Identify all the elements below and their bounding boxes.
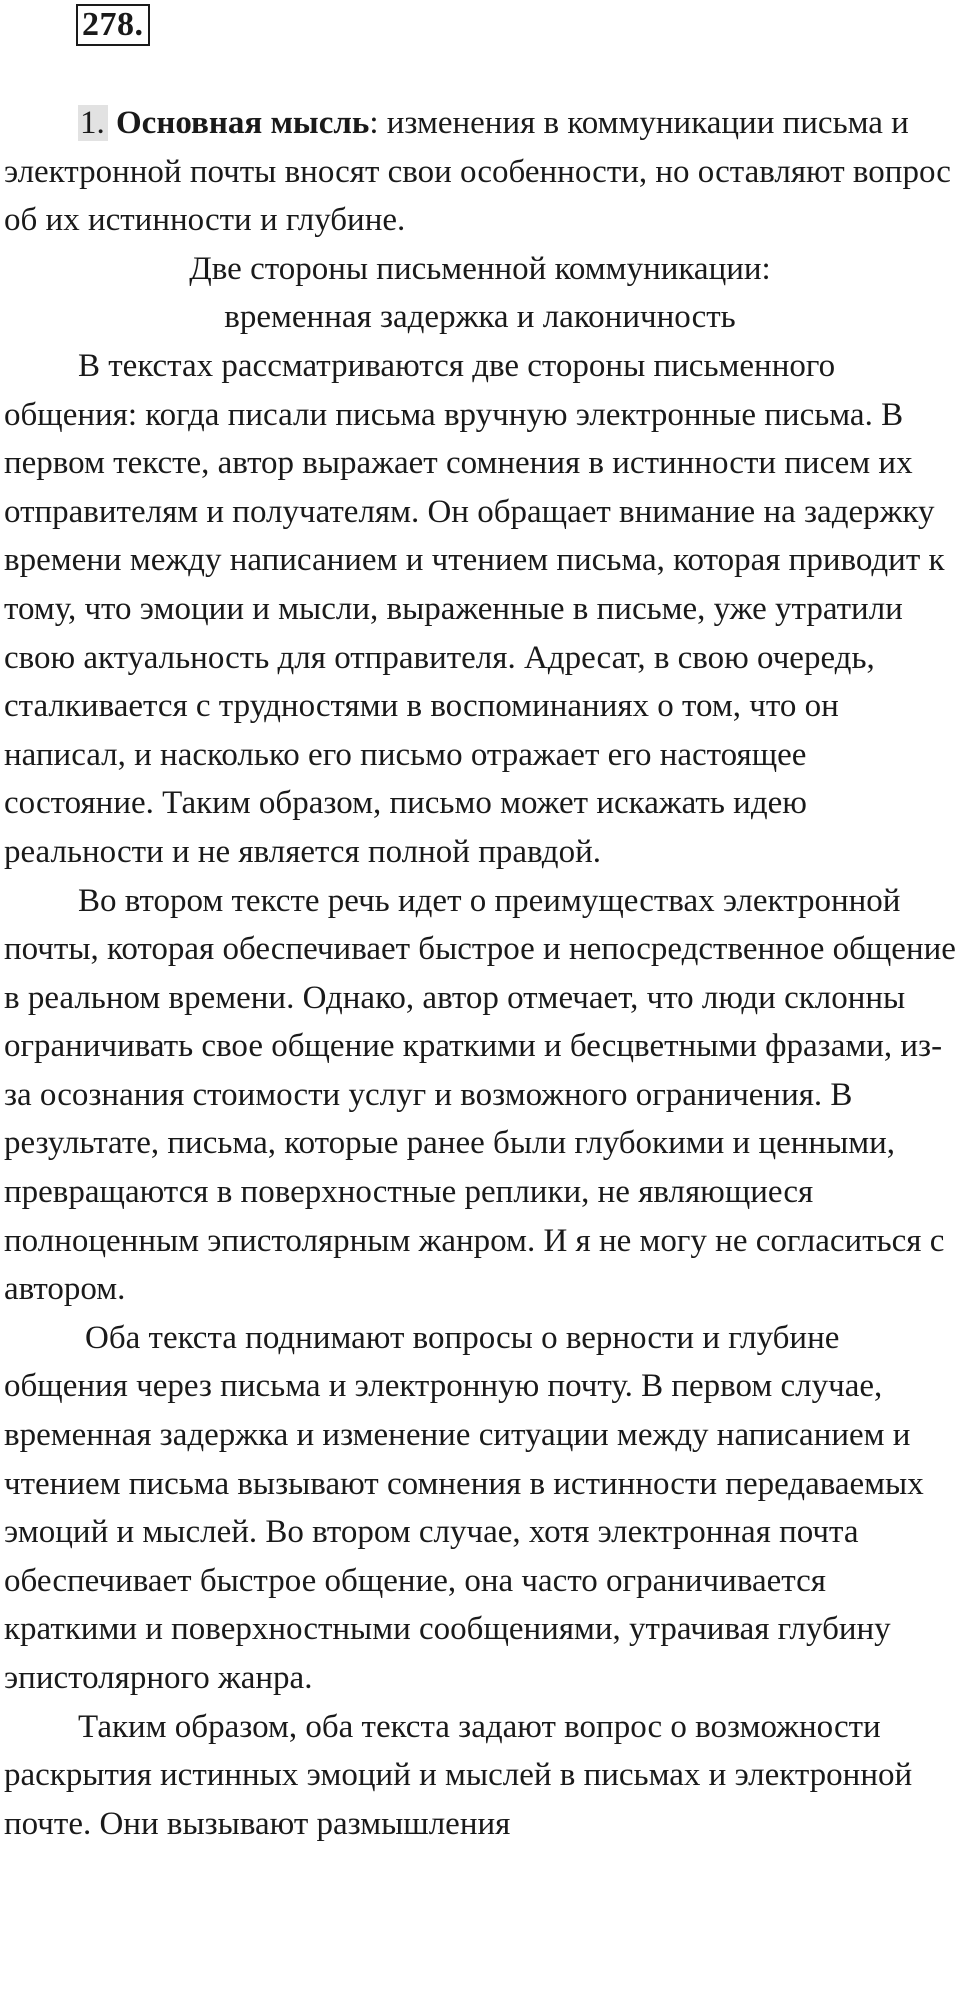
essay-title-line-1: Две стороны письменной коммуникации: bbox=[189, 250, 771, 287]
task-number-badge: 278. bbox=[76, 4, 150, 46]
paragraph-text: Оба текста поднимают вопросы о верности и глубине общения через письма и электронную почту. В первом случае, временная задержка и изменение ситуации между написанием и чтением письма вызывают сомнения в истинности передаваемых эмоций и мыслей. Во втором случае, хотя электронная почта обеспечивает быстрое общение, она часто ограничивается краткими и поверхностными сообщениями, утрачивая глубину эпистолярного жанра. bbox=[4, 1319, 924, 1696]
paragraph-text: Во втором тексте речь идет о преимуществах электронной почты, которая обеспечивает быстрое и непосредственное общение в реальном времени. Однако, автор отмечает, что люди склонны ограничивать свое общение краткими и бесцветными фразами, из-за осознания стоимости услуг и возможного ограничения. В результате, письма, которые ранее были глубокими и ценными, превращаются в поверхностные реплики, не являющиеся полноценным эпистолярным жанром. И я не могу не согласиться с автором. bbox=[4, 882, 956, 1308]
body-paragraph-3 bbox=[4, 1314, 956, 1703]
paragraph-text: В текстах рассматриваются две стороны письменного общения: когда писали письма вручную электронные письма. В первом тексте, автор выражает сомнения в истинности писем их отправителям и получателям. Он обращает внимание на задержку времени между написанием и чтением письма, которая приводит к тому, что эмоции и мысли, выраженные в письме, уже утратили свою актуальность для отправителя. Адресат, в свою очередь, сталкивается с трудностями в воспоминаниях о том, что он написал, и насколько его письмо отражает его настоящее состояние. Таким образом, письмо может искажать идею реальности и не является полной правдой. bbox=[4, 347, 945, 870]
paragraph-text: Таким образом, оба текста задают вопрос о возможности раскрытия истинных эмоций и мыслей в письмах и электронной почте. Они вызывают размышления bbox=[4, 1708, 913, 1842]
main-idea-text: изменения в коммуникации письма и электронной почты вносят свои особенности, но оставляют вопрос об их истинности и глубине. bbox=[4, 105, 951, 239]
body-paragraph-4 bbox=[4, 1703, 956, 1849]
body-paragraph-1 bbox=[4, 342, 956, 877]
body-paragraph-2 bbox=[4, 877, 956, 1314]
main-idea-paragraph bbox=[4, 99, 956, 245]
main-idea-separator: : bbox=[369, 105, 387, 141]
document-body bbox=[4, 99, 956, 1848]
main-idea-label: Основная мысль bbox=[116, 105, 370, 141]
item-number-highlight: 1. bbox=[78, 105, 108, 141]
essay-title-line-2: временная задержка и лаконичность bbox=[224, 299, 736, 336]
